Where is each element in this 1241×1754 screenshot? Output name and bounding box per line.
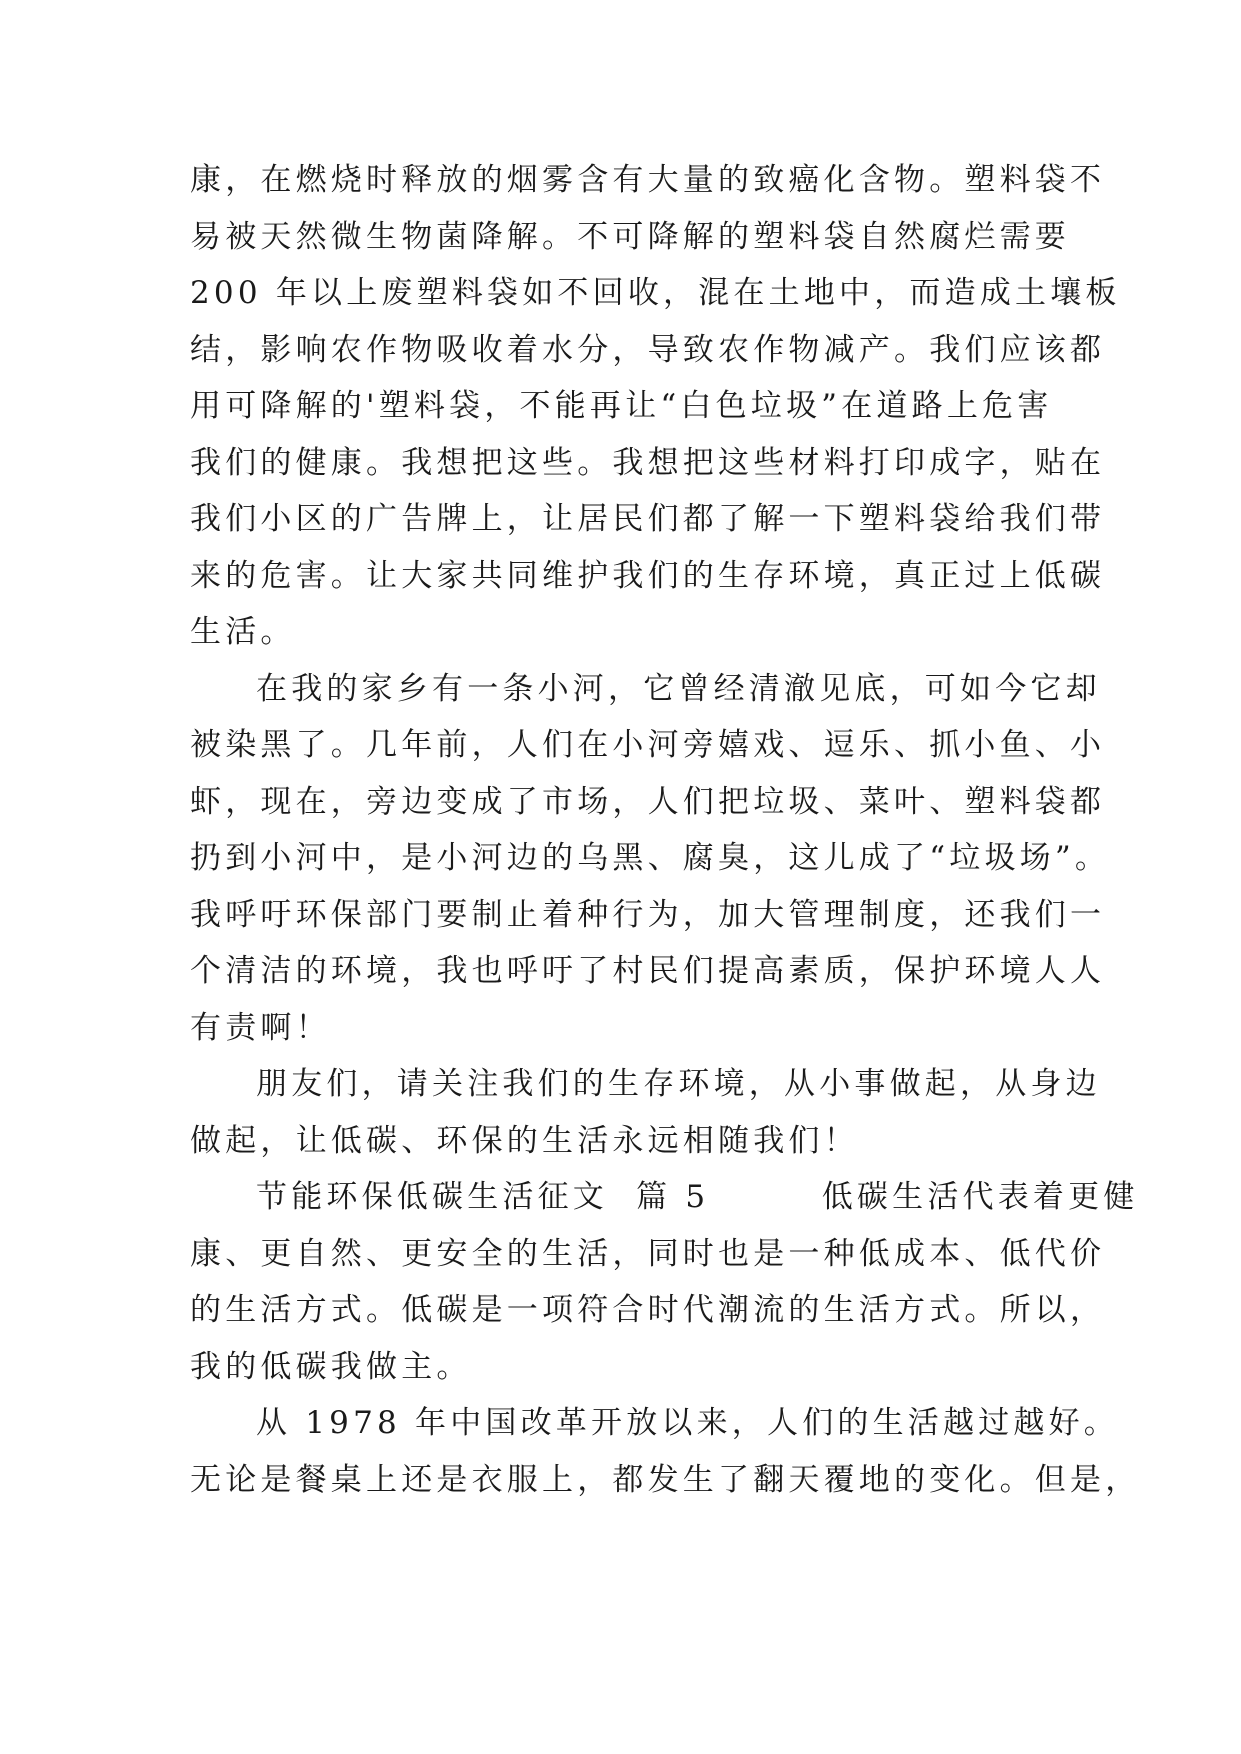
text-line: 我的低碳我做主。: [190, 1348, 472, 1385]
text-line: 我们的健康。我想把这些。我想把这些材料打印成字，贴在: [190, 444, 1106, 481]
text-line: 200 年以上废塑料袋如不回收，混在土地中，而造成土壤板: [190, 275, 1121, 311]
text-line: 用可降解的'塑料袋，不能再让“白色垃圾”在道路上危害: [190, 388, 1053, 424]
text-line: 被染黑了。几年前，人们在小河旁嬉戏、逗乐、抓小鱼、小: [190, 727, 1106, 763]
text-line: 朋友们，请关注我们的生存环境，从小事做起，从身边: [256, 1066, 1101, 1102]
text-line: 康、更自然、更安全的生活，同时也是一种低成本、低代价: [190, 1235, 1106, 1272]
text-line: 在我的家乡有一条小河，它曾经清澈见底，可如今它却: [256, 670, 1101, 707]
text-line: 节能环保低碳生活征文 篇 5 低碳生活代表着更健: [256, 1179, 1139, 1215]
text-line: 做起，让低碳、环保的生活永远相随我们！: [190, 1122, 859, 1159]
body-text: [190, 152, 1141, 1508]
text-line: 结，影响农作物吸收着水分，导致农作物减产。我们应该都: [190, 331, 1106, 368]
text-line: 生活。: [190, 614, 296, 650]
text-line: 我们小区的广告牌上，让居民们都了解一下塑料袋给我们带: [190, 501, 1106, 537]
text-line: 易被天然微生物菌降解。不可降解的塑料袋自然腐烂需要: [190, 218, 1070, 255]
text-line: 虾，现在，旁边变成了市场，人们把垃圾、菜叶、塑料袋都: [190, 783, 1106, 820]
text-line: 康，在燃烧时释放的烟雾含有大量的致癌化含物。塑料袋不: [190, 162, 1106, 198]
text-line: 扔到小河中，是小河边的乌黑、腐臭，这儿成了“垃圾场”。: [190, 840, 1111, 876]
text-line: 个清洁的环境，我也呼吁了村民们提高素质，保护环境人人: [190, 953, 1106, 989]
text-line: 有责啊！: [190, 1009, 331, 1046]
text-line: 来的危害。让大家共同维护我们的生存环境，真正过上低碳: [190, 557, 1106, 594]
text-line: 无论是餐桌上还是衣服上，都发生了翻天覆地的变化。但是，: [190, 1461, 1141, 1498]
text-line: 的生活方式。低碳是一项符合时代潮流的生活方式。所以，: [190, 1292, 1106, 1328]
text-line: 从 1978 年中国改革开放以来，人们的生活越过越好。: [256, 1405, 1119, 1441]
text-line: 我呼吁环保部门要制止着种行为，加大管理制度，还我们一: [190, 896, 1106, 933]
